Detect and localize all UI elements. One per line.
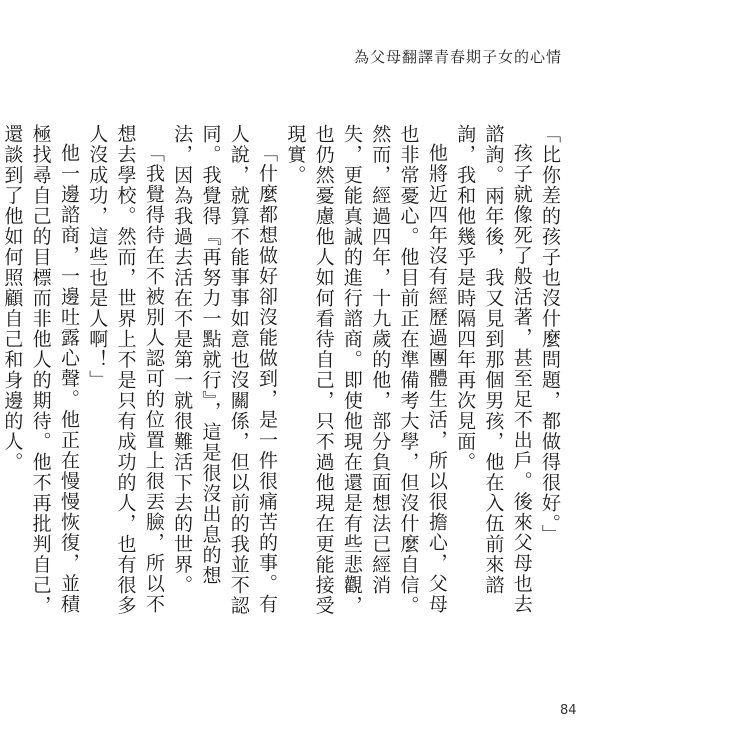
paragraph: 「什麼都想做好卻沒能做到，是一件很痛苦的事。有人說，就算不能事事如意也沒關係，但以前的我並不認同。我覺得『再努力一點就行』，這是很沒出息的想法，因為我過去活在不是第一就很難活下去的世界。 xyxy=(171,124,279,616)
paragraph: 「比你差的孩子也沒什麼問題，都做得很好。」 xyxy=(539,124,561,545)
paragraph: 他將近四年沒有經歷過團體生活，所以很擔心，父母也非常憂心。他目前正在準備考大學，但沒什麼自信。然而，經過四年，十九歲的他，部分負面想法已經消失，更能真誠的進行諮商。即使他現在還是有些悲觀，也仍然憂慮他人如何看待自己，只不過他現在更能接受現實。 xyxy=(284,124,448,616)
paragraph: 「我覺得待在不被別人認可的位置上很丟臉，所以不想去學校。然而，世界上不是只有成功的人，也有很多人沒成功，這些也是人啊！」 xyxy=(86,124,165,616)
paragraph: 他一邊諮商，一邊吐露心聲。他正在慢慢恢復，並積極找尋自己的目標而非他人的期待。他不再批判自己，還談到了他如何照顧自己和身邊的人。 xyxy=(1,124,80,616)
page-number: 84 xyxy=(560,703,577,718)
paragraph: 孩子就像死了般活著，甚至足不出戶。後來父母也去諮詢。兩年後，我又見到那個男孩，他在入伍前來諮詢，我和他幾乎是時隔四年再次見面。 xyxy=(454,124,533,615)
running-header-title: 為父母翻譯青春期子女的心情 xyxy=(353,48,562,66)
body-text xyxy=(0,124,564,624)
